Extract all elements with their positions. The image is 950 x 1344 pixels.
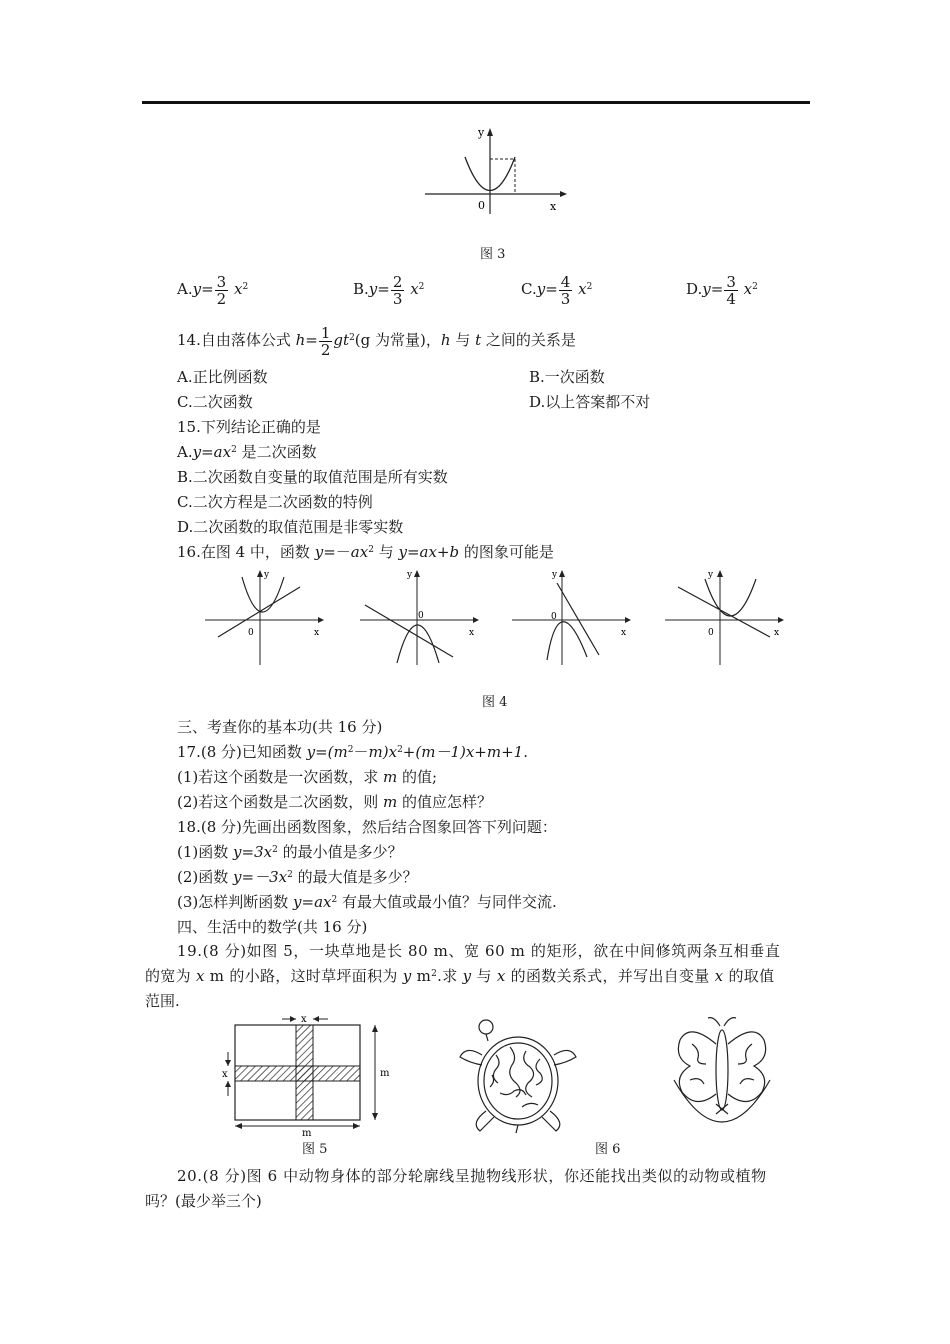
q17-part-1: (1)若这个函数是一次函数，求 m 的值; xyxy=(177,768,438,786)
figure-6-butterfly-drawing xyxy=(668,1014,778,1139)
svg-text:y: y xyxy=(552,570,558,580)
fig3-y-label: y xyxy=(478,126,485,139)
figure-4-graph-a xyxy=(200,565,330,670)
fig3-caption: 图 3 xyxy=(480,247,506,262)
fig6-caption: 图 6 xyxy=(595,1142,621,1157)
fig5-m-right-label: m xyxy=(380,1068,390,1079)
q19-paragraph: 19.(8 分)如图 5，一块草地是长 80 m、宽 60 m 的矩形，欲在中间修筑两条互相垂直 的宽为 x m 的小路，这时草坪面积为 y $m^2$.求 y 与 x 的函数关系式，并写出自变量 x 的取值 范围. xyxy=(145,942,781,1010)
section-4-heading: 四、生活中的数学(共 16 分) xyxy=(177,918,368,936)
svg-text:y: y xyxy=(264,570,270,580)
q17-stem: 17.(8 分)已知函数 $y=(m^2-m)x^2+(m-1)x+m+1$. xyxy=(177,743,528,761)
q15-option-d: D.二次函数的取值范围是非零实数 xyxy=(177,518,404,536)
fig4-caption: 图 4 xyxy=(482,695,508,710)
figure-3-graph xyxy=(420,124,570,219)
svg-text:0: 0 xyxy=(418,611,424,621)
q18-stem: 18.(8 分)先画出函数图象，然后结合图象回答下列问题： xyxy=(177,818,557,836)
q15-stem: 15.下列结论正确的是 xyxy=(177,418,321,436)
q16-stem: 16.在图 4 中，函数 $y=-ax^2$ 与 y=ax+b 的图象可能是 xyxy=(177,543,554,561)
q13-option-a: A.y= $\frac{3}{2}$ $x^2$ xyxy=(177,272,249,308)
figure-4-graph-b xyxy=(355,565,485,670)
q14-option-b: B.一次函数 xyxy=(529,368,605,386)
fig3-origin-label: 0 xyxy=(478,199,485,212)
svg-text:y: y xyxy=(708,570,714,580)
q18-part-2: (2)函数 $y=-3x^2$ 的最大值是多少？ xyxy=(177,868,418,886)
fig5-x-top-label: x xyxy=(301,1014,307,1025)
q20-paragraph: 20.(8 分)图 6 中动物身体的部分轮廓线呈抛物线形状，你还能找出类似的动物或植物 吗？(最少举三个) xyxy=(145,1167,767,1210)
q15-option-c: C.二次方程是二次函数的特例 xyxy=(177,493,373,511)
fig5-m-bottom-label: m xyxy=(302,1128,312,1137)
q15-option-b: B.二次函数自变量的取值范围是所有实数 xyxy=(177,468,448,486)
q17-part-2: (2)若这个函数是二次函数，则 m 的值应怎样？ xyxy=(177,793,493,811)
figure-4-graph-c xyxy=(507,565,637,670)
fig3-x-label: x xyxy=(550,200,557,213)
svg-text:y: y xyxy=(407,570,413,580)
q13-option-c: C.y= $\frac{4}{3}$ $x^2$ xyxy=(521,272,593,308)
svg-text:0: 0 xyxy=(248,628,254,638)
q14-option-d: D.以上答案都不对 xyxy=(529,393,651,411)
svg-text:x: x xyxy=(314,628,320,638)
top-rule xyxy=(142,101,810,104)
q13-option-d: D.y= $\frac{3}{4}$ $x^2$ xyxy=(686,272,758,308)
figure-6-turtle-drawing xyxy=(452,1015,582,1135)
q15-option-a: $A.y=ax^2$ 是二次函数 xyxy=(177,443,317,461)
q14-option-a: A.正比例函数 xyxy=(177,368,268,386)
fig5-x-left-label: x xyxy=(222,1069,228,1080)
q18-part-1: (1)函数 $y=3x^2$ 的最小值是多少？ xyxy=(177,843,403,861)
svg-text:x: x xyxy=(469,628,475,638)
figure-4-graph-d xyxy=(660,565,790,670)
fig5-caption: 图 5 xyxy=(302,1142,328,1157)
svg-text:0: 0 xyxy=(551,612,557,622)
svg-text:0: 0 xyxy=(708,628,714,638)
q18-part-3: (3)怎样判断函数 $y=ax^2$ 有最大值或最小值？与同伴交流. xyxy=(177,893,557,911)
section-3-heading: 三、考查你的基本功(共 16 分) xyxy=(177,718,383,736)
q14-stem: 14.自由落体公式 h= $\frac{1}{2}$ $gt^2(g$ 为常量)，h 与 t 之间的关系是 xyxy=(177,323,576,359)
svg-text:x: x xyxy=(774,628,780,638)
q14-option-c: C.二次函数 xyxy=(177,393,253,411)
figure-5-lawn-diagram xyxy=(210,1012,390,1137)
svg-text:x: x xyxy=(621,628,627,638)
q13-option-b: B.y= $\frac{2}{3}$ $x^2$ xyxy=(353,272,425,308)
